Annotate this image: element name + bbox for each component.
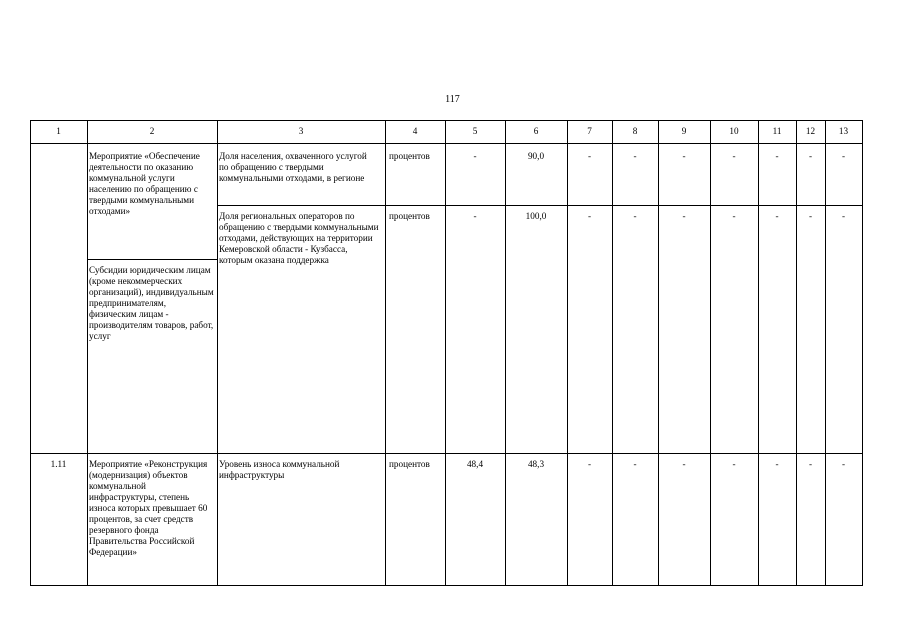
col-header: 11 <box>772 126 782 136</box>
activity-split-divider <box>87 259 217 260</box>
value-cell: - <box>841 151 846 161</box>
value-cell: - <box>473 211 477 221</box>
col-header: 10 <box>729 126 739 136</box>
indicator-unit: процентов <box>389 459 430 469</box>
indicator-name: Доля региональных операторов по обращению с твердыми коммунальными отходами, действующих на территории Кемеровской области - Кузбасса, которым оказана поддержка <box>219 211 379 265</box>
col-border <box>758 120 759 586</box>
value-cell: - <box>682 151 686 161</box>
col-header: 2 <box>149 126 155 136</box>
value-cell: - <box>587 151 592 161</box>
col-border <box>217 120 218 586</box>
row-divider <box>217 205 863 206</box>
col-header: 4 <box>412 126 418 136</box>
col-header: 8 <box>632 126 638 136</box>
col-border <box>658 120 659 586</box>
col-header: 1 <box>56 126 61 136</box>
value-cell: - <box>808 211 813 221</box>
col-border <box>445 120 446 586</box>
col-header: 5 <box>472 126 478 136</box>
col-border <box>710 120 711 586</box>
col-border <box>862 120 863 586</box>
indicator-name: Уровень износа коммунальной инфраструктуры <box>219 459 340 480</box>
col-border <box>796 120 797 586</box>
row-number: 1.11 <box>50 459 67 469</box>
value-cell: - <box>732 211 736 221</box>
col-border <box>825 120 826 586</box>
value-cell: - <box>808 459 813 469</box>
indicator-name: Доля населения, охваченного услугой по обращению с твердыми коммунальными отходами, в регионе <box>219 151 367 183</box>
col-header: 9 <box>681 126 687 136</box>
value-cell: 90,0 <box>527 151 545 161</box>
value-cell: - <box>473 151 477 161</box>
value-cell: - <box>732 459 736 469</box>
activity-sub-cell: Субсидии юридическим лицам (кроме некоммерческих организаций), индивидуальным предпринимателям, физическим лицам - производителям товаров, работ, услуг <box>89 265 214 341</box>
col-header: 6 <box>533 126 539 136</box>
value-cell: - <box>732 151 736 161</box>
table-border-bottom <box>30 585 863 586</box>
value-cell: - <box>633 211 637 221</box>
value-cell: - <box>808 151 813 161</box>
table-border-top <box>30 120 863 121</box>
value-cell: - <box>633 151 637 161</box>
col-header: 13 <box>838 126 849 136</box>
value-cell: - <box>682 211 686 221</box>
header-divider <box>30 143 863 144</box>
page-number: 117 <box>445 94 460 105</box>
col-border <box>30 120 31 586</box>
indicator-unit: процентов <box>389 151 430 161</box>
activity-cell: Мероприятие «Реконструкция (модернизация) объектов коммунальной инфраструктуры, степень износа которых превышает 60 процентов, за счет средств резервного фонда Правительства Российской Федерации» <box>89 459 208 557</box>
value-cell: - <box>587 211 592 221</box>
value-cell: - <box>841 459 846 469</box>
value-cell: - <box>633 459 637 469</box>
col-header: 12 <box>805 126 816 136</box>
col-border <box>567 120 568 586</box>
col-header: 3 <box>298 126 304 136</box>
col-header: 7 <box>587 126 592 136</box>
value-cell: - <box>682 459 686 469</box>
value-cell: 100,0 <box>525 211 547 221</box>
value-cell: - <box>775 211 779 221</box>
col-border <box>505 120 506 586</box>
row-divider <box>30 453 863 454</box>
col-border <box>612 120 613 586</box>
value-cell: - <box>775 459 779 469</box>
indicator-unit: процентов <box>389 211 430 221</box>
value-cell: - <box>775 151 779 161</box>
col-border <box>385 120 386 586</box>
value-cell: - <box>841 211 846 221</box>
value-cell: - <box>587 459 592 469</box>
value-cell: 48,3 <box>527 459 545 469</box>
activity-cell: Мероприятие «Обеспечение деятельности по оказанию коммунальной услуги населению по обращению с твердыми коммунальными отходами» <box>89 151 200 216</box>
value-cell: 48,4 <box>466 459 484 469</box>
